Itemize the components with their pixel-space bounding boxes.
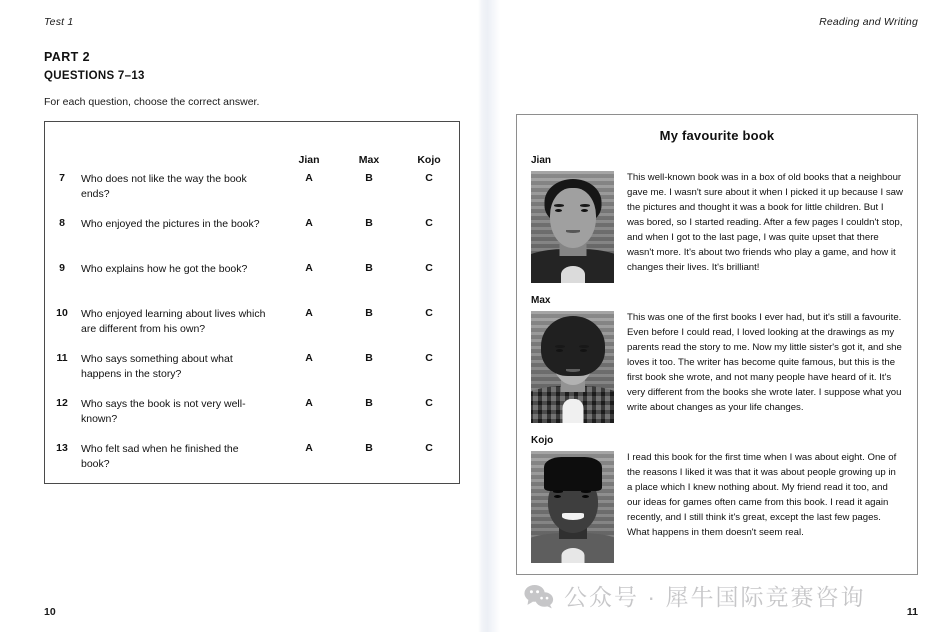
entry-name-max: Max xyxy=(531,295,551,306)
table-header-row xyxy=(45,122,459,170)
question-number: 13 xyxy=(56,442,68,454)
column-header-question xyxy=(81,122,279,170)
column-header-number xyxy=(45,122,81,170)
option-b[interactable]: B xyxy=(365,172,373,184)
question-number: 7 xyxy=(59,172,65,184)
questions-table xyxy=(45,122,459,485)
questions-table-body xyxy=(45,170,459,485)
option-a[interactable]: A xyxy=(305,217,313,229)
option-c[interactable]: C xyxy=(425,397,433,409)
table-row xyxy=(45,170,459,215)
option-b[interactable]: B xyxy=(365,442,373,454)
wechat-icon xyxy=(524,583,554,609)
table-row xyxy=(45,260,459,305)
entry-text-kojo: I read this book for the first time when I was about eight. One of the reasons I liked it was that it was about people growing up in a place which I knew nothing about. My friend read it too, and our ideas for games often came from this book. I read it again recently, and I still think it's great, except the last few pages. What happens in them doesn't seem real. xyxy=(627,452,897,538)
option-b[interactable]: B xyxy=(365,217,373,229)
option-c[interactable]: C xyxy=(425,307,433,319)
question-text: Who says the book is not very well-known? xyxy=(81,398,246,425)
entry-jian xyxy=(531,155,903,283)
option-a[interactable]: A xyxy=(305,397,313,409)
option-c[interactable]: C xyxy=(425,262,433,274)
question-number: 12 xyxy=(56,397,68,409)
entry-text-max: This was one of the first books I ever had, but it's still a favourite. Even before I could read, I loved looking at the drawings as my parents read the story to me. Now my little sister's got it, and she loves it too. The writer has become quite famous, but this is the first book she wrote, and not many people have heard of it. It's very different from the books she wrote later. I suppose what you write about changes as your life changes. xyxy=(627,312,902,413)
option-b[interactable]: B xyxy=(365,352,373,364)
table-row xyxy=(45,350,459,395)
running-head-right: Reading and Writing xyxy=(819,16,918,28)
page-number-right: 11 xyxy=(906,606,918,618)
watermark xyxy=(524,579,865,612)
entry-name-kojo: Kojo xyxy=(531,435,554,446)
option-a[interactable]: A xyxy=(305,307,313,319)
question-number: 11 xyxy=(56,352,68,364)
option-c[interactable]: C xyxy=(425,352,433,364)
table-row xyxy=(45,305,459,350)
column-header-jian: Jian xyxy=(298,154,320,166)
watermark-text: 公众号 · 犀牛国际竞赛咨询 xyxy=(564,584,866,610)
option-b[interactable]: B xyxy=(365,397,373,409)
column-header-kojo: Kojo xyxy=(417,154,441,166)
option-c[interactable]: C xyxy=(425,442,433,454)
option-c[interactable]: C xyxy=(425,172,433,184)
table-row xyxy=(45,440,459,485)
portrait-jian-photo xyxy=(531,171,614,283)
option-a[interactable]: A xyxy=(305,172,313,184)
question-number: 10 xyxy=(56,307,68,319)
table-row xyxy=(45,395,459,440)
option-c[interactable]: C xyxy=(425,217,433,229)
article-title: My favourite book xyxy=(659,128,775,143)
question-text: Who explains how he got the book? xyxy=(81,263,248,275)
questions-table-box xyxy=(44,121,460,484)
question-text: Who enjoyed learning about lives which are different from his own? xyxy=(81,308,266,335)
entry-kojo xyxy=(531,435,903,563)
question-text: Who does not like the way the book ends? xyxy=(81,173,247,200)
column-header-max: Max xyxy=(358,154,380,166)
entry-max xyxy=(531,295,903,423)
right-page xyxy=(500,0,944,632)
instruction-text: For each question, choose the correct answer. xyxy=(44,96,260,108)
question-text: Who enjoyed the pictures in the book? xyxy=(81,218,260,230)
page-number-left: 10 xyxy=(44,606,56,618)
entry-text-jian: This well-known book was in a box of old books that a neighbour gave me. I wasn't sure about it when I picked it up because I saw the pictures and thought it was a book for little children. But I was bored, so I started reading. After a few pages I couldn't stop, and when I got to the last page, I was quite upset that there wasn't more. It's about two friends who play a game, and how it changes their lives. It's brilliant! xyxy=(627,172,903,273)
option-b[interactable]: B xyxy=(365,307,373,319)
option-a[interactable]: A xyxy=(305,442,313,454)
option-a[interactable]: A xyxy=(305,352,313,364)
page-gutter xyxy=(478,0,500,632)
table-row xyxy=(45,215,459,260)
running-head-left: Test 1 xyxy=(44,16,74,28)
portrait-kojo-photo xyxy=(531,451,614,563)
option-b[interactable]: B xyxy=(365,262,373,274)
entry-name-jian: Jian xyxy=(531,155,552,166)
option-a[interactable]: A xyxy=(305,262,313,274)
questions-heading: QUESTIONS 7–13 xyxy=(44,70,145,82)
question-number: 8 xyxy=(59,217,65,229)
question-text: Who says something about what happens in the story? xyxy=(81,353,233,380)
article-box xyxy=(516,114,918,575)
question-number: 9 xyxy=(59,262,65,274)
part-heading: PART 2 xyxy=(44,50,90,64)
portrait-max-photo xyxy=(531,311,614,423)
question-text: Who felt sad when he finished the book? xyxy=(81,443,239,470)
